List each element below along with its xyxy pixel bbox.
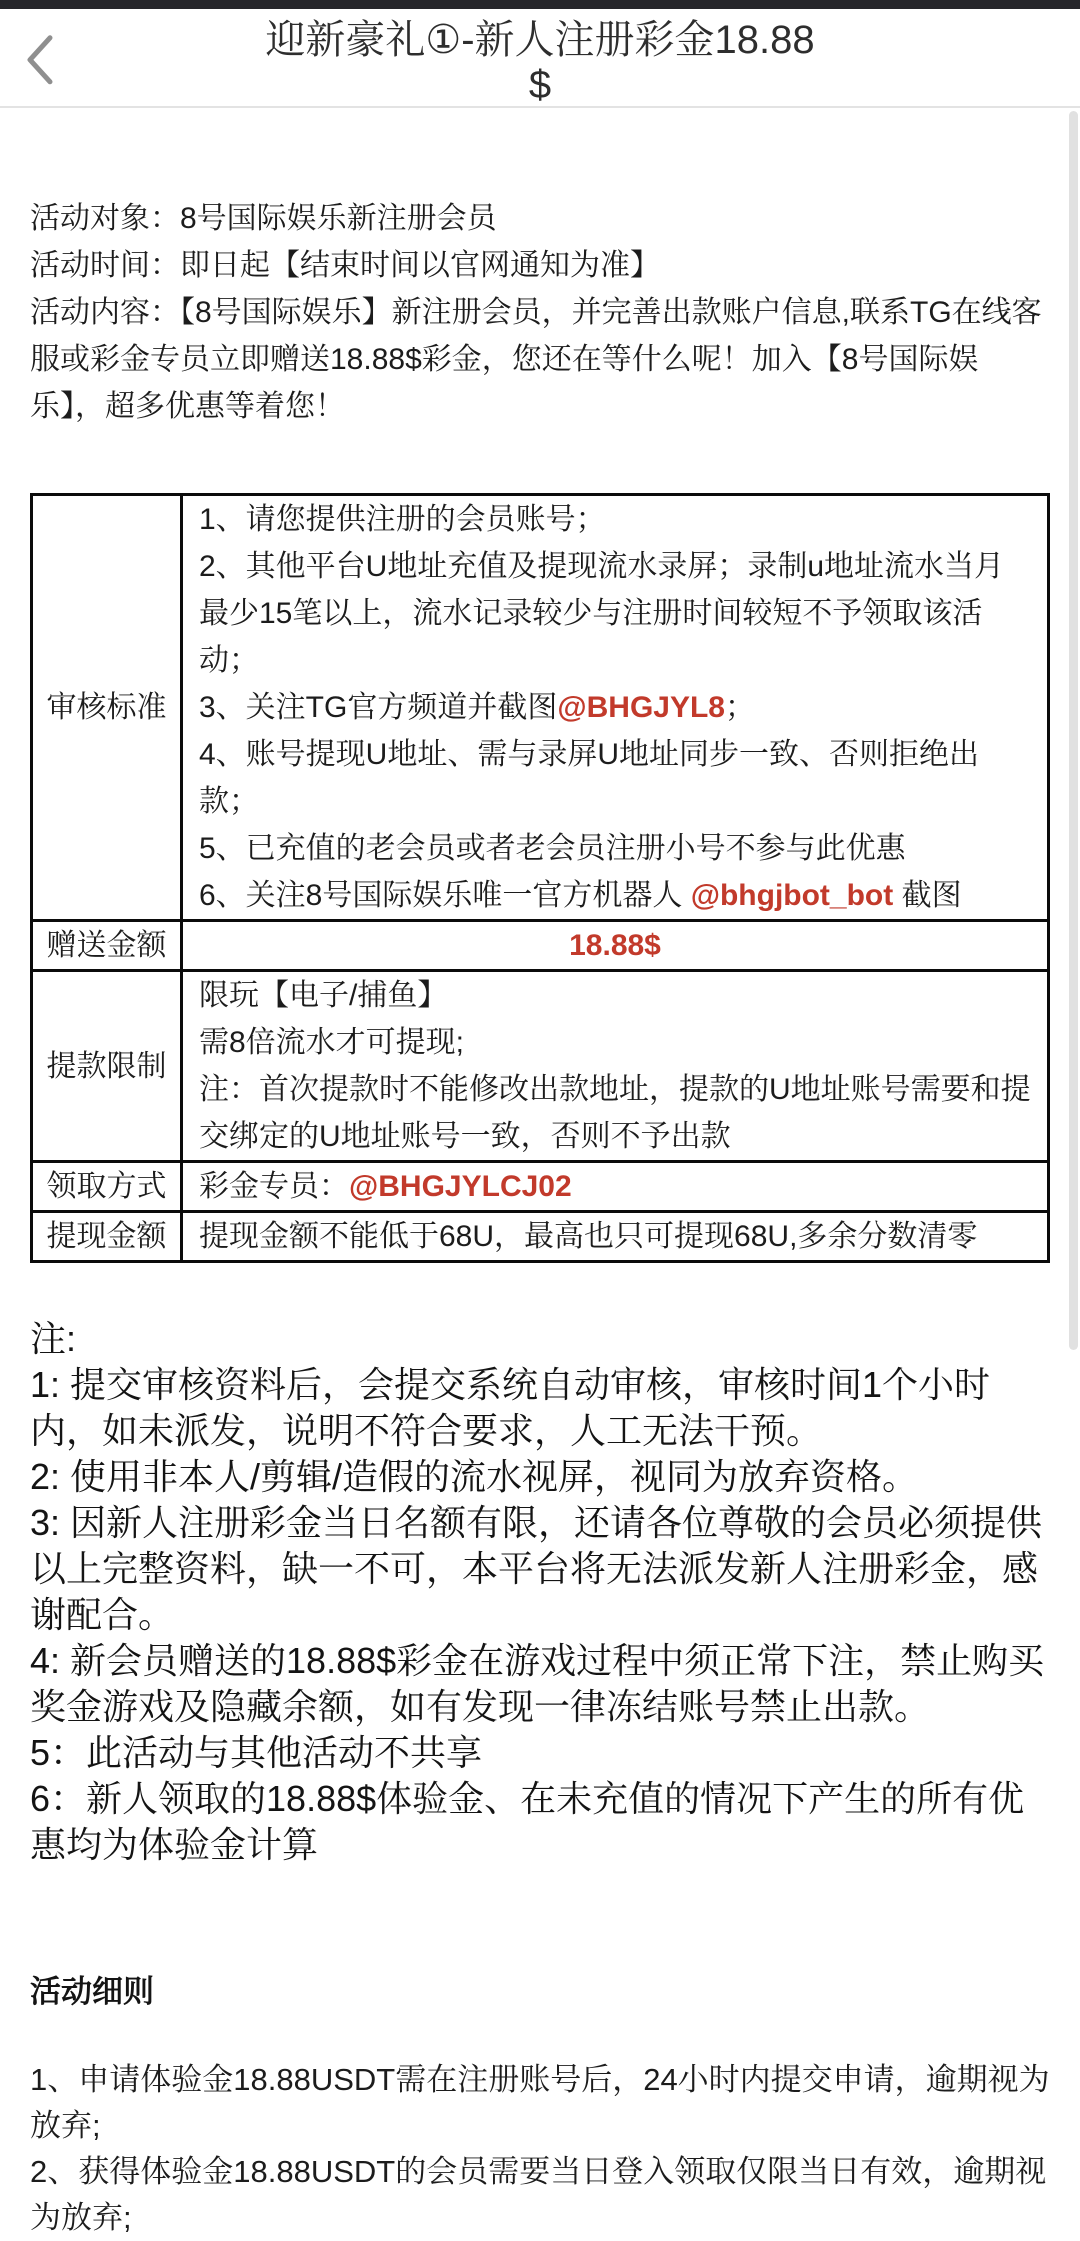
note-item-6: 6：新人领取的18.88$体验金、在未充值的情况下产生的所有优惠均为体验金计算 xyxy=(30,1778,1025,1865)
limit-label: 提款限制 xyxy=(32,971,182,1162)
audit-item-3-tail: ； xyxy=(724,691,755,724)
bonus-amount: 18.88$ xyxy=(569,929,661,962)
limit-line-2: 需8倍流水才可提现; xyxy=(199,1026,465,1059)
note-item-3: 3: 因新人注册彩金当日名额有限，还请各位尊敬的会员必须提供以上完整资料，缺一不可，本平台将无法派发新人注册彩金，感谢配合。 xyxy=(30,1502,1043,1635)
page-header xyxy=(0,9,1080,108)
tg-bot-handle[interactable]: @bhgjbot_bot xyxy=(690,879,894,912)
note-item-4: 4: 新会员赠送的18.88$彩金在游戏过程中须正常下注，禁止购买奖金游戏及隐藏余额，如有发现一律冻结账号禁止出款。 xyxy=(30,1640,1045,1727)
page-title xyxy=(0,9,1080,108)
details-heading: 活动细则 xyxy=(30,1974,154,2009)
table-row-limit xyxy=(32,971,1049,1162)
promo-content xyxy=(0,195,1080,2241)
audit-item-2: 2、其他平台U地址充值及提现流水录屏；录制u地址流水当月最少15笔以上，流水记录较少与注册时间较短不予领取该活动； xyxy=(199,550,1005,677)
intro-target: 活动对象：8号国际娱乐新注册会员 xyxy=(30,202,497,235)
claim-label: 领取方式 xyxy=(32,1162,182,1212)
limit-line-1: 限玩【电子/捕鱼】 xyxy=(199,979,448,1012)
chevron-left-icon xyxy=(22,32,56,93)
audit-item-3 xyxy=(199,684,1031,731)
page-title-line1: 迎新豪礼①-新人注册彩金18.88 xyxy=(265,18,815,62)
audit-item-1: 1、请您提供注册的会员账号； xyxy=(199,503,606,536)
notes-section xyxy=(30,1316,1050,1868)
audit-item-4: 4、账号提现U地址、需与录屏U地址同步一致、否则拒绝出款； xyxy=(199,738,980,818)
table-row-claim xyxy=(32,1162,1049,1212)
table-row-amount xyxy=(32,921,1049,971)
limit-line-3: 注：首次提款时不能修改出款地址，提款的U地址账号需要和提交绑定的U地址账号一致，否则不予出款 xyxy=(199,1073,1031,1153)
notes-title: 注: xyxy=(30,1318,77,1359)
withdraw-label: 提现金额 xyxy=(32,1212,182,1262)
amount-label: 赠送金额 xyxy=(32,921,182,971)
claim-text: 彩金专员： xyxy=(199,1170,349,1203)
back-button[interactable] xyxy=(22,32,66,92)
page-title-line2: $ xyxy=(528,63,552,107)
amount-value-cell xyxy=(182,921,1049,971)
limit-content xyxy=(182,971,1049,1162)
note-item-1: 1: 提交审核资料后，会提交系统自动审核，审核时间1个小时内，如未派发，说明不符合要求，人工无法干预。 xyxy=(30,1364,991,1451)
table-row-audit xyxy=(32,495,1049,921)
audit-item-3-text: 3、关注TG官方频道并截图 xyxy=(199,691,558,724)
audit-label: 审核标准 xyxy=(32,495,182,921)
audit-item-6-text: 6、关注8号国际娱乐唯一官方机器人 xyxy=(199,879,691,912)
details-item-1: 1、申请体验金18.88USDT需在注册账号后，24小时内提交申请，逾期视为放弃; xyxy=(30,2062,1050,2143)
table-row-withdraw xyxy=(32,1212,1049,1262)
audit-item-5: 5、已充值的老会员或者老会员注册小号不参与此优惠 xyxy=(199,832,906,865)
audit-item-6 xyxy=(199,872,1031,919)
status-bar xyxy=(0,0,1080,9)
rules-table xyxy=(30,493,1050,1263)
intro-content: 活动内容：【8号国际娱乐】新注册会员，并完善出款账户信息,联系TG在线客服或彩金专员立即赠送18.88$彩金，您还在等什么呢！加入【8号国际娱乐】，超多优惠等着您！ xyxy=(30,296,1042,423)
note-item-5: 5：此活动与其他活动不共享 xyxy=(30,1732,483,1773)
details-section xyxy=(30,2057,1050,2241)
claim-content xyxy=(182,1162,1049,1212)
audit-content xyxy=(182,495,1049,921)
scrollbar[interactable] xyxy=(1069,111,1078,1350)
withdraw-content: 提现金额不能低于68U，最高也只可提现68U,多余分数清零 xyxy=(182,1212,1049,1262)
tg-agent-handle[interactable]: @BHGJYLCJ02 xyxy=(349,1170,572,1203)
tg-channel-handle[interactable]: @BHGJYL8 xyxy=(557,691,725,724)
intro-section xyxy=(30,195,1050,430)
audit-item-6-tail: 截图 xyxy=(893,879,962,912)
note-item-2: 2: 使用非本人/剪辑/造假的流水视屏，视同为放弃资格。 xyxy=(30,1456,919,1497)
intro-time: 活动时间：即日起【结束时间以官网通知为准】 xyxy=(30,249,660,282)
details-item-2: 2、获得体验金18.88USDT的会员需要当日登入领取仅限当日有效，逾期视为放弃; xyxy=(30,2154,1047,2235)
